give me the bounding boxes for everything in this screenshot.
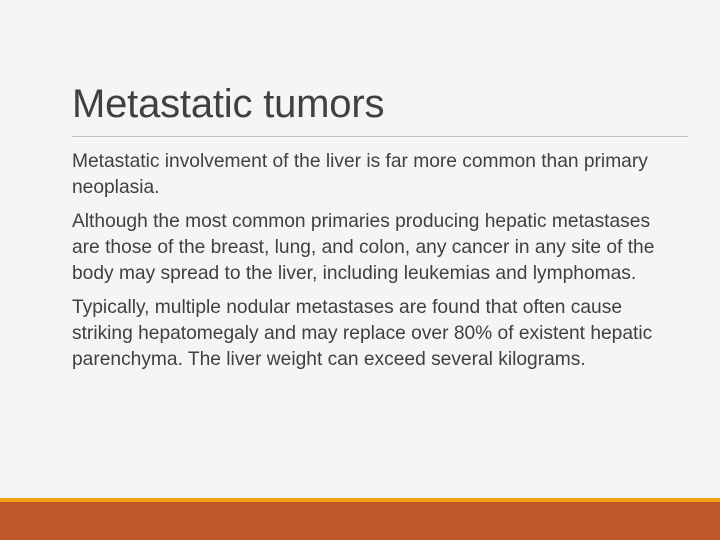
slide-title: Metastatic tumors — [72, 82, 385, 126]
body-paragraph-3: Typically, multiple nodular metastases are found that often cause striking hepatomegaly and may replace over 80% of existent hepatic parenchyma. The liver weight can exceed several kilograms. — [72, 297, 653, 370]
body-paragraph-1: Metastatic involvement of the liver is far more common than primary neoplasia. — [72, 151, 648, 198]
slide-body — [72, 149, 672, 381]
body-paragraph-2: Although the most common primaries producing hepatic metastases are those of the breast, lung, and colon, any cancer in any site of the body may spread to the liver, including leukemias and lymphomas. — [72, 211, 655, 284]
footer-accent-band — [0, 502, 720, 540]
title-divider — [72, 136, 688, 137]
